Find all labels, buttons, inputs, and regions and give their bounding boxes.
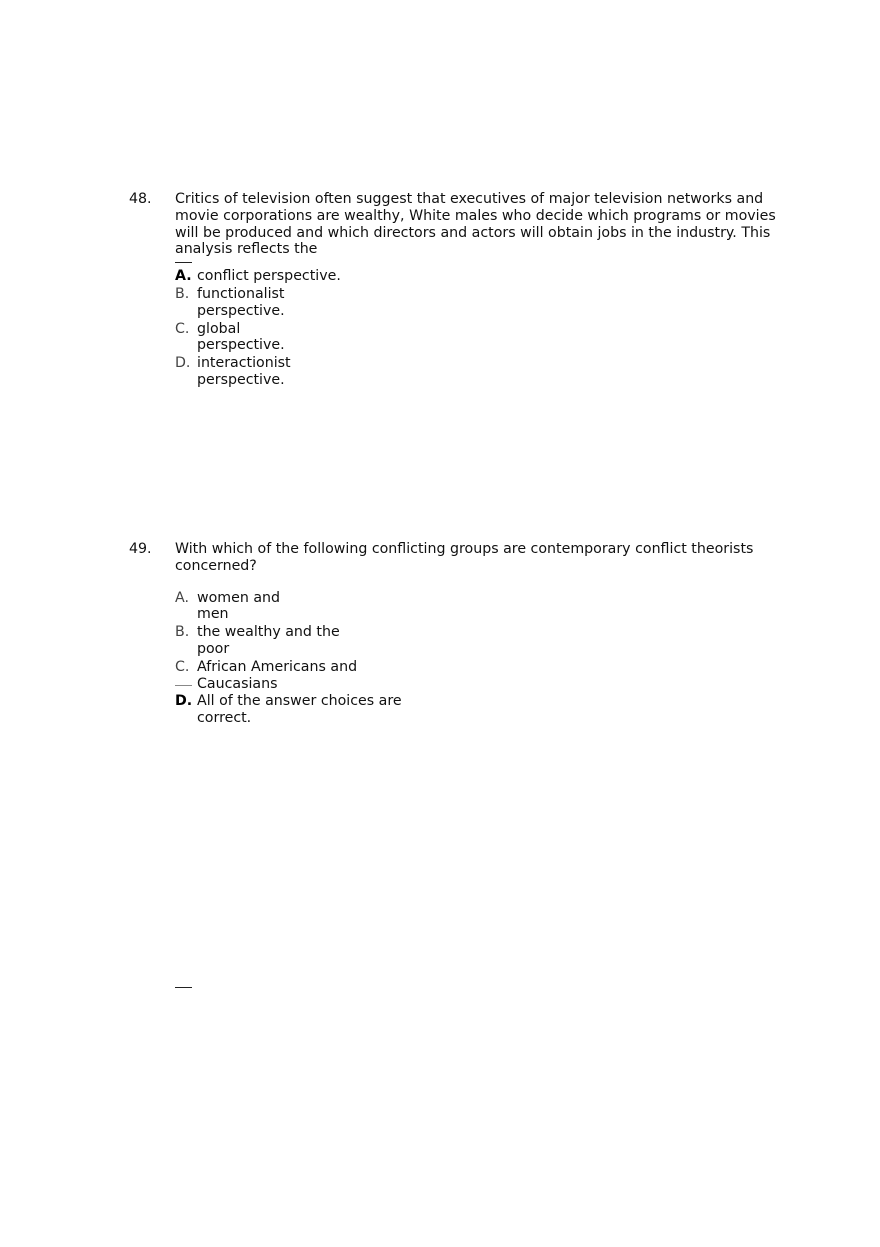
option-letter: A. (175, 589, 189, 606)
question-stem: With which of the following conflicting groups are contemporary conflict theorists concerned? (175, 541, 754, 574)
question-48 (129, 191, 779, 390)
option-text: global perspective. (197, 320, 285, 354)
option-letter: B. (175, 285, 190, 302)
option-letter: B. (175, 624, 190, 641)
option-text: women and men (197, 589, 281, 623)
option-text: African Americans and Caucasians (197, 658, 358, 692)
option-letter: A. (175, 268, 192, 285)
option-letter: C. (175, 658, 190, 675)
option-text: the wealthy and the poor (197, 624, 340, 657)
question-number: 48. (129, 191, 152, 207)
option-c (175, 659, 435, 693)
answer-options (175, 268, 435, 389)
option-b (175, 286, 435, 320)
question-number: 49. (129, 541, 152, 557)
option-letter: D. (175, 693, 193, 710)
option-a (175, 590, 435, 624)
option-text: functionalist perspective. (197, 285, 285, 319)
option-d (175, 355, 435, 389)
option-text: All of the answer choices are correct. (197, 693, 402, 727)
answer-options (175, 590, 435, 727)
option-b (175, 624, 435, 658)
question-49 (129, 541, 779, 728)
option-d (175, 693, 435, 727)
answer-marker-line (175, 262, 192, 263)
option-c (175, 321, 435, 355)
footer-rule (175, 987, 192, 988)
option-letter: D. (175, 355, 191, 372)
option-text: conflict perspective. (197, 268, 341, 285)
option-letter: C. (175, 320, 190, 337)
option-text: interactionist perspective. (197, 355, 291, 388)
option-a (175, 268, 435, 285)
question-stem: Critics of television often suggest that executives of major television networks and movie corporations are wealthy, White males who decide which programs or movies will be produced and which directors and actors will obtain jobs in the industry. This analysis reflects the (175, 191, 776, 258)
answer-marker-line (175, 685, 192, 686)
